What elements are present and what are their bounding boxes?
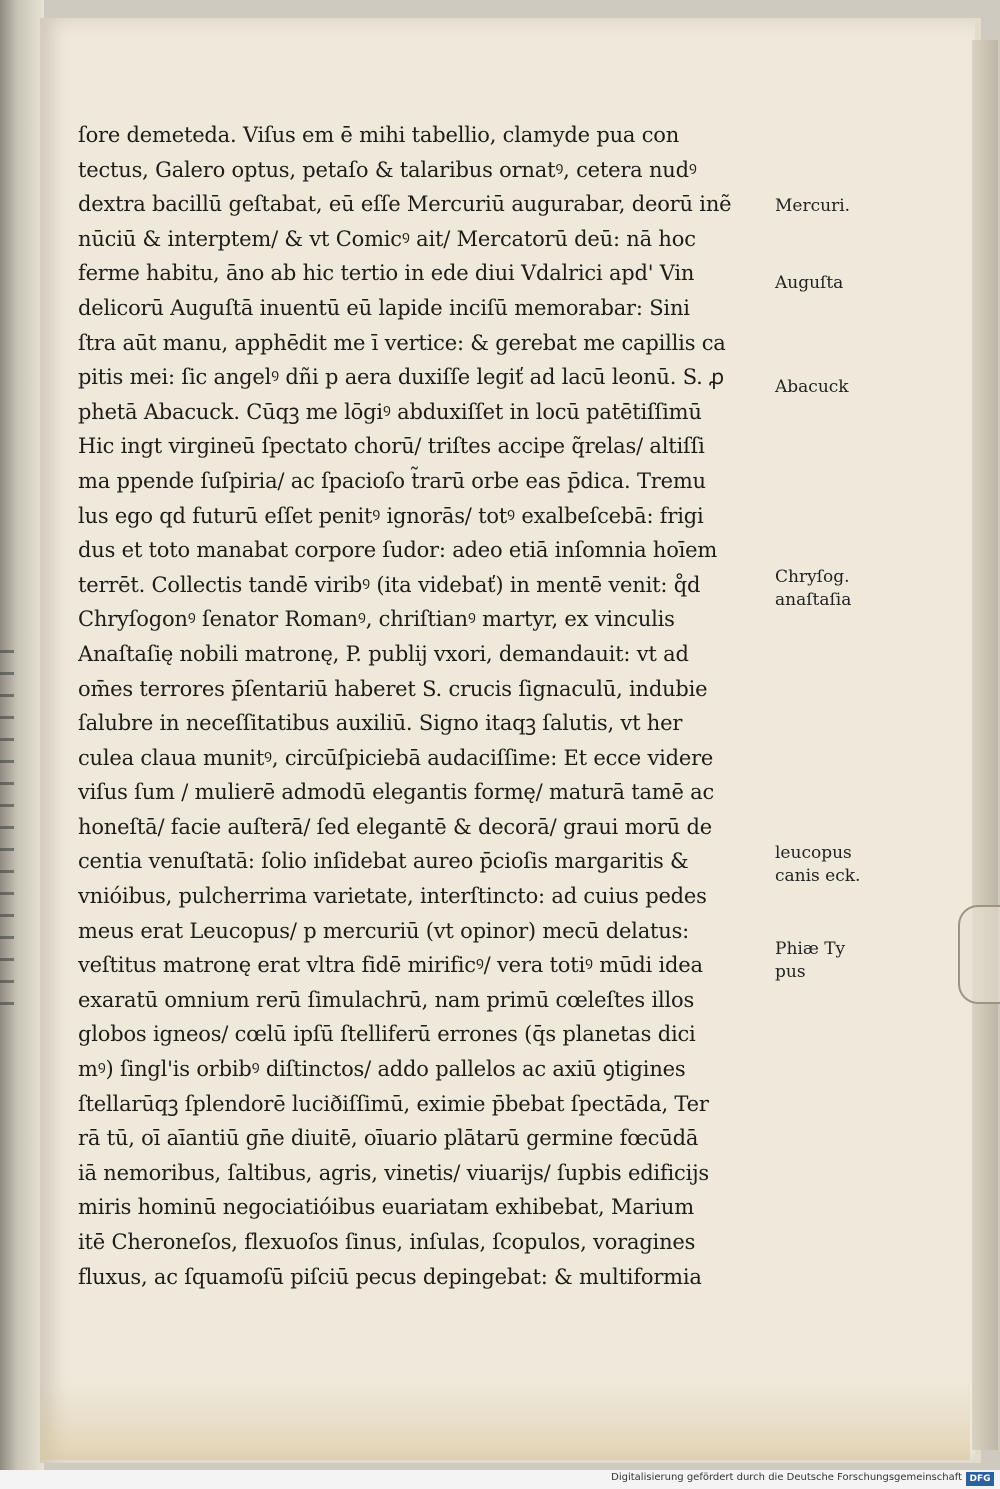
text-line: ſore demeteda. Viſus em ē mihi tabellio, clamyde pua con xyxy=(78,123,680,147)
text-line: globos igneos/ cœlū ipſū ſtelliferū errones (q̄s planetas dici xyxy=(78,1022,696,1047)
text-line: centia venuſtatā: ſolio inſidebat aureo p̄cioſis margaritis & xyxy=(78,849,689,874)
margin-note-pus: pus xyxy=(775,962,806,982)
margin-note-augusta: Auguſta xyxy=(775,273,844,293)
text-line: pitis mei: ſic angelꝰ dñi p aera duxiſſe legiť ad lacū leonū. S. ꝓ xyxy=(78,365,724,390)
text-line: culea claua munitꝰ, circūſpiciebā audaciſſime: Et ecce videre xyxy=(78,745,714,770)
text-line: ſalubre in neceſſitatibus auxiliū. Signo itaqꝫ ſalutis, vt her xyxy=(78,711,683,736)
text-line: ma ppende ſuſpiria/ ac ſpacioſo t̃rarū orbe eas p̄dica. Tremu xyxy=(78,468,706,493)
text-line: phetā Abacuck. Cūqꝫ me lōgiꝰ abduxiſſet in locū patētiſſimū xyxy=(78,399,702,424)
text-line: rā tū, oī aīantiū gn̄e diuitē, oīuario plātarū germine fœcūdā xyxy=(78,1126,699,1151)
text-line: vnióibus, pulcherrima varietate, interſtincto: ad cuius pedes xyxy=(78,884,707,909)
text-line: ſtra aūt manu, apphēdit me ī vertice: & gerebat me capillis ca xyxy=(78,330,726,355)
text-line: meus erat Leucopus/ p mercuriū (vt opinor) mecū delatus: xyxy=(78,918,690,943)
page-edge xyxy=(972,40,998,1450)
text-line: delicorū Auguſtā inuentū eū lapide inciſū memorabar: Sini xyxy=(78,295,690,320)
text-line: Hic ingt virgineū ſpectato chorū/ triſtes accipe q̃relas/ altiſſi xyxy=(78,434,705,459)
text-line: tectus, Galero optus, petaſo & talaribus ornatꝰ, cetera nudꝰ xyxy=(78,157,697,182)
margin-note-abacuck: Abacuck xyxy=(775,377,849,397)
text-line: nūciū & interptem/ & vt Comicꝰ ait/ Mercatorū deū: nā hoc xyxy=(78,226,696,251)
margin-note-canis: canis eck. xyxy=(775,866,861,886)
margin-note-anastasia: anaſtaſia xyxy=(775,590,852,610)
margin-note-chrysog: Chryſog. xyxy=(775,567,850,587)
text-line: Anaſtaſię nobili matronę, P. publij vxori, demandauit: vt ad xyxy=(78,641,689,666)
footer-credit: Digitalisierung gefördert durch die Deutsche Forschungsgemeinschaft xyxy=(611,1472,962,1483)
margin-note-phiae-ty: Phiæ Ty xyxy=(775,939,846,959)
text-line: dextra bacillū geſtabat, eū eſſe Mercuriū augurabar, deorū inẽ xyxy=(78,192,732,217)
main-text-block xyxy=(78,118,768,1294)
text-line: lus ego qd futurū eſſet penitꝰ ignorās/ totꝰ exalbeſcebā: frigi xyxy=(78,503,704,528)
text-line: itē Cheroneſos, flexuoſos ſinus, inſulas, ſcopulos, voragines xyxy=(78,1230,696,1254)
text-line: Chryſogonꝰ ſenator Romanꝰ, chriſtianꝰ martyr, ex vinculis xyxy=(78,607,675,632)
margin-note-mercurius: Mercuri. xyxy=(775,196,851,216)
text-line: ſtellarūqꝫ ſplendorē luciðiſſimū, eximie p̄bebat ſpectāda, Ter xyxy=(78,1091,709,1116)
text-line: miris hominū negociatióibus euariatam exhibebat, Marium xyxy=(78,1195,694,1220)
page-stain xyxy=(40,1380,970,1460)
text-line: fluxus, ac ſquamoſū piſciū pecus depingebat: & multiformia xyxy=(78,1264,702,1289)
facing-page-bleed xyxy=(0,650,14,1010)
text-line: honeſtā/ facie auſterā/ ſed elegantē & decorā/ graui morū de xyxy=(78,814,712,839)
text-line: exaratū omnium rerū ſimulachrū, nam primū cœleſtes illos xyxy=(78,987,695,1012)
text-line: om̄es terrores p̄ſentariū haberet S. crucis ſignaculū, indubie xyxy=(78,676,708,701)
text-line: veſtitus matronę erat vltra fidē mirificꝰ/ vera totiꝰ mūdi idea xyxy=(78,953,703,978)
footer-bar xyxy=(0,1470,1000,1489)
page-clip xyxy=(958,905,1000,1004)
text-line: viſus ſum / mulierē admodū elegantis formę/ maturā tamē ac xyxy=(78,780,715,805)
text-line: mꝰ) ſingl'is orbibꝰ diſtinctos/ addo pallelos ac axiū ꝯtigines xyxy=(78,1057,686,1082)
text-line: ferme habitu, āno ab hic tertio in ede diui Vdalrici apd' Vin xyxy=(78,261,695,286)
text-line: dus et toto manabat corpore ſudor: adeo etiā inſomnia hoīem xyxy=(78,538,718,563)
margin-note-leucopus: leucopus xyxy=(775,843,852,863)
text-line: iā nemoribus, ſaltibus, agris, vinetis/ viuarijs/ ſupbis edificijs xyxy=(78,1160,710,1185)
dfg-logo: DFG xyxy=(966,1472,994,1486)
text-line: terrēt. Collectis tandē viribꝰ (ita videbať) in mentē venit: q̊d xyxy=(78,572,701,597)
